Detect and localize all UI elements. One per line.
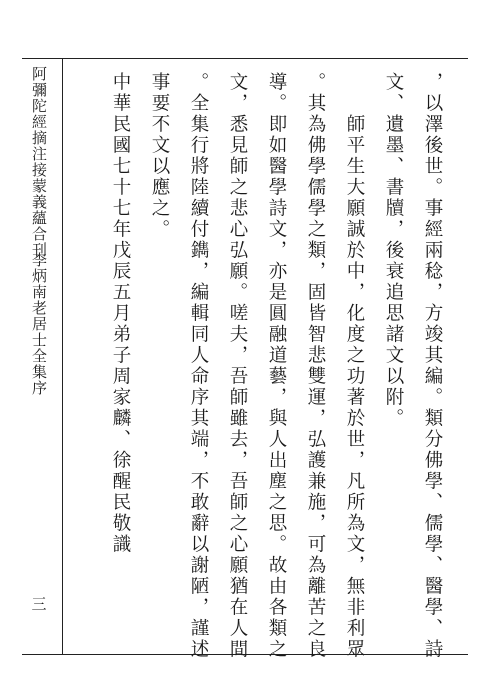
text-column-7: 。全集行將陸續付鐫，編輯同人命序其端，不敢辭以謝陋，謹述 xyxy=(188,72,209,660)
text-column-2: 文、遺墨、書牘，後衰追思諸文以附。 xyxy=(383,72,404,429)
text-column-6: 文，悉見師之悲心弘願。嗟夫，吾師雖去，吾師之心願猶在人間 xyxy=(227,72,248,660)
signature-column: 中華民國七十七年戊辰五月弟子周家麟、徐醒民敬識 xyxy=(110,72,131,555)
section-title: 李炳南老居士全集序 xyxy=(30,252,48,396)
text-column-3: 師平生大願誠於中，化度之功著於世，凡所為文，無非利眾 xyxy=(344,72,365,660)
page-number: 三 xyxy=(31,595,47,613)
margin-divider-rule xyxy=(62,58,63,654)
text-column-1: ，以澤後世。事經兩稔，方竣其編。類分佛學、儒學、醫學、詩 xyxy=(422,72,443,660)
text-column-5: 導。即如醫學詩文，亦是圓融道藝，與人出塵之思。故由各類之 xyxy=(266,72,287,660)
top-border-rule xyxy=(22,58,468,59)
text-column-8: 事要不文以應之。 xyxy=(149,72,170,240)
text-column-4: 。其為佛學儒學之類，固皆智悲雙運，弘護兼施，可為離苦之良 xyxy=(305,72,326,660)
book-title: 阿彌陀經摘注接蒙義蘊合刊 xyxy=(30,66,48,258)
